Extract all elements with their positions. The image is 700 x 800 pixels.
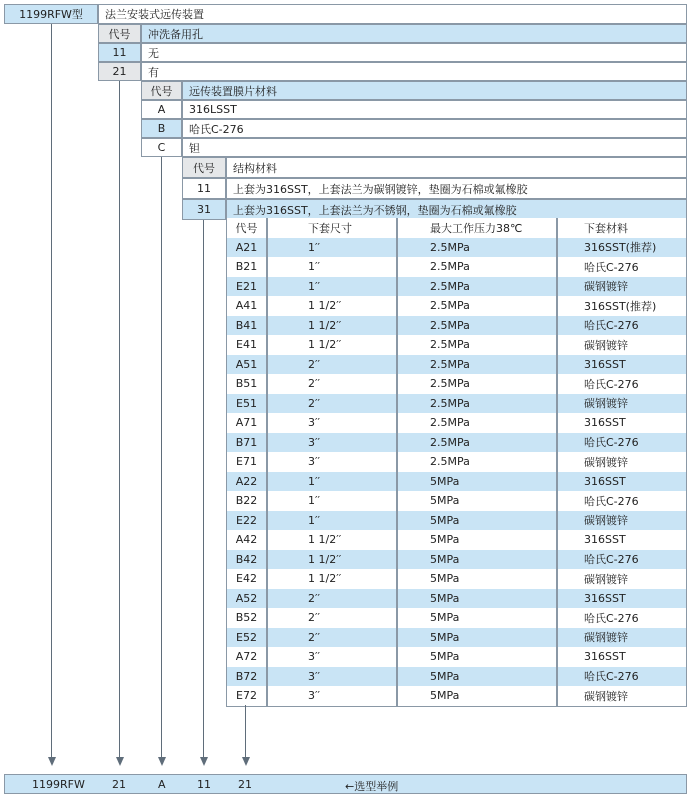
table-cell-lower-size: 1′′ — [267, 491, 397, 512]
table-cell-max-pressure: 2.5MPa — [397, 316, 557, 337]
connector-line-structure — [203, 220, 204, 758]
header-title — [98, 4, 687, 24]
table-cell-lower-material: 碳钢镀锌 — [557, 511, 687, 532]
flush-desc-11: 无 — [141, 43, 687, 62]
table-cell-lower-size: 1′′ — [267, 277, 397, 298]
table-cell-code: B52 — [226, 608, 267, 629]
table-cell-lower-material: 碳钢镀锌 — [557, 452, 687, 473]
table-cell-max-pressure: 5MPa — [397, 628, 557, 649]
table-cell-lower-material: 哈氏C-276 — [557, 491, 687, 512]
table-cell-code: E72 — [226, 686, 267, 707]
table-cell-max-pressure: 2.5MPa — [397, 374, 557, 395]
table-cell-lower-material: 哈氏C-276 — [557, 257, 687, 278]
table-cell-max-pressure: 2.5MPa — [397, 452, 557, 473]
table-cell-lower-material: 哈氏C-276 — [557, 550, 687, 571]
table-cell-lower-material: 哈氏C-276 — [557, 316, 687, 337]
membrane-title: 远传装置膜片材料 — [182, 81, 687, 100]
table-cell-lower-material: 316SST — [557, 413, 687, 434]
table-cell-code: A22 — [226, 472, 267, 493]
membrane-desc-b: 哈氏C-276 — [182, 119, 687, 138]
table-header-code: 代号 — [226, 218, 267, 239]
table-cell-max-pressure: 5MPa — [397, 550, 557, 571]
table-cell-lower-size: 1 1/2′′ — [267, 530, 397, 551]
table-cell-lower-size: 3′′ — [267, 452, 397, 473]
table-cell-code: A21 — [226, 238, 267, 259]
table-cell-lower-size: 1 1/2′′ — [267, 569, 397, 590]
table-cell-lower-size: 1 1/2′′ — [267, 335, 397, 356]
table-cell-max-pressure: 5MPa — [397, 647, 557, 668]
table-cell-max-pressure: 2.5MPa — [397, 413, 557, 434]
example-model: 1199RFW — [32, 778, 85, 791]
flush-code-11: 11 — [98, 43, 141, 62]
table-cell-code: A41 — [226, 296, 267, 317]
arrow-down-icon — [48, 757, 56, 766]
table-cell-lower-size: 2′′ — [267, 608, 397, 629]
connector-line-lower — [245, 705, 246, 758]
structure-desc-31: 上套为316SST，上套法兰为不锈钢，垫圈为石棉或氟橡胶 — [226, 199, 687, 220]
table-cell-max-pressure: 5MPa — [397, 530, 557, 551]
table-cell-code: A71 — [226, 413, 267, 434]
table-cell-lower-material: 哈氏C-276 — [557, 667, 687, 688]
membrane-desc-c: 钽 — [182, 138, 687, 157]
table-cell-code: B21 — [226, 257, 267, 278]
flush-desc-21: 有 — [141, 62, 687, 81]
table-cell-lower-size: 3′′ — [267, 686, 397, 707]
table-cell-code: B22 — [226, 491, 267, 512]
table-cell-code: E71 — [226, 452, 267, 473]
table-cell-lower-size: 1 1/2′′ — [267, 296, 397, 317]
table-cell-lower-material: 316SST(推荐) — [557, 238, 687, 259]
model-header — [4, 4, 98, 24]
table-cell-lower-size: 2′′ — [267, 628, 397, 649]
table-cell-max-pressure: 2.5MPa — [397, 238, 557, 259]
table-cell-code: E52 — [226, 628, 267, 649]
table-cell-code: A51 — [226, 355, 267, 376]
table-cell-code: E41 — [226, 335, 267, 356]
table-header-max-pressure: 最大工作压力38℃ — [397, 218, 557, 239]
table-cell-lower-size: 1 1/2′′ — [267, 550, 397, 571]
table-cell-max-pressure: 2.5MPa — [397, 335, 557, 356]
flush-code-label: 代号 — [98, 24, 141, 43]
membrane-code-a: A — [141, 100, 182, 119]
table-cell-lower-material: 316SST — [557, 647, 687, 668]
table-cell-lower-material: 哈氏C-276 — [557, 374, 687, 395]
table-cell-max-pressure: 5MPa — [397, 491, 557, 512]
table-cell-max-pressure: 5MPa — [397, 569, 557, 590]
table-cell-lower-size: 3′′ — [267, 433, 397, 454]
flush-title: 冲洗备用孔 — [141, 24, 687, 43]
table-cell-lower-material: 碳钢镀锌 — [557, 335, 687, 356]
example-note: ←选型举例 — [345, 780, 399, 793]
example-lower-code: 21 — [238, 778, 252, 791]
structure-code-11: 11 — [182, 178, 226, 199]
table-cell-lower-material: 316SST(推荐) — [557, 296, 687, 317]
table-cell-max-pressure: 2.5MPa — [397, 296, 557, 317]
example-structure-code: 11 — [197, 778, 211, 791]
structure-desc-11: 上套为316SST，上套法兰为碳钢镀锌，垫圈为石棉或氟橡胶 — [226, 178, 687, 199]
example-membrane-code: A — [158, 778, 166, 791]
table-cell-code: B42 — [226, 550, 267, 571]
table-cell-lower-material: 碳钢镀锌 — [557, 394, 687, 415]
table-cell-lower-material: 316SST — [557, 355, 687, 376]
arrow-down-icon — [200, 757, 208, 766]
table-cell-lower-material: 哈氏C-276 — [557, 433, 687, 454]
table-cell-lower-size: 1 1/2′′ — [267, 316, 397, 337]
arrow-down-icon — [116, 757, 124, 766]
table-cell-code: B51 — [226, 374, 267, 395]
table-cell-max-pressure: 2.5MPa — [397, 394, 557, 415]
table-cell-max-pressure: 5MPa — [397, 686, 557, 707]
membrane-desc-a: 316LSST — [182, 100, 687, 119]
table-cell-lower-material: 碳钢镀锌 — [557, 686, 687, 707]
table-cell-lower-size: 2′′ — [267, 394, 397, 415]
table-cell-code: E22 — [226, 511, 267, 532]
table-cell-code: A72 — [226, 647, 267, 668]
table-cell-max-pressure: 5MPa — [397, 667, 557, 688]
connector-line-membrane — [161, 157, 162, 758]
table-cell-lower-material: 哈氏C-276 — [557, 608, 687, 629]
table-cell-code: A52 — [226, 589, 267, 610]
table-cell-lower-size: 3′′ — [267, 413, 397, 434]
table-cell-lower-size: 2′′ — [267, 374, 397, 395]
connector-line-model — [51, 24, 52, 758]
structure-code-label: 代号 — [182, 157, 226, 178]
table-cell-lower-size: 1′′ — [267, 238, 397, 259]
table-cell-lower-material: 316SST — [557, 472, 687, 493]
flush-code-21: 21 — [98, 62, 141, 81]
table-cell-max-pressure: 2.5MPa — [397, 433, 557, 454]
table-cell-max-pressure: 2.5MPa — [397, 277, 557, 298]
table-cell-code: B72 — [226, 667, 267, 688]
example-flush-code: 21 — [112, 778, 126, 791]
table-cell-lower-material: 316SST — [557, 589, 687, 610]
model-label: 1199RFW型 — [19, 8, 83, 21]
table-cell-lower-material: 316SST — [557, 530, 687, 551]
arrow-down-icon — [242, 757, 250, 766]
table-header-lower-material: 下套材料 — [557, 218, 687, 239]
table-cell-lower-material: 碳钢镀锌 — [557, 628, 687, 649]
arrow-down-icon — [158, 757, 166, 766]
table-cell-code: B41 — [226, 316, 267, 337]
table-cell-max-pressure: 5MPa — [397, 589, 557, 610]
table-cell-code: A42 — [226, 530, 267, 551]
table-cell-lower-size: 2′′ — [267, 589, 397, 610]
table-cell-code: E42 — [226, 569, 267, 590]
table-cell-max-pressure: 5MPa — [397, 472, 557, 493]
table-cell-lower-size: 3′′ — [267, 667, 397, 688]
table-cell-lower-size: 2′′ — [267, 355, 397, 376]
table-cell-max-pressure: 5MPa — [397, 608, 557, 629]
table-cell-max-pressure: 2.5MPa — [397, 257, 557, 278]
header-title-text: 法兰安装式远传装置 — [105, 8, 204, 21]
table-cell-max-pressure: 2.5MPa — [397, 355, 557, 376]
table-cell-lower-material: 碳钢镀锌 — [557, 277, 687, 298]
table-cell-code: B71 — [226, 433, 267, 454]
structure-code-31: 31 — [182, 199, 226, 220]
membrane-code-c: C — [141, 138, 182, 157]
table-cell-lower-material: 碳钢镀锌 — [557, 569, 687, 590]
table-cell-lower-size: 1′′ — [267, 472, 397, 493]
membrane-code-b: B — [141, 119, 182, 138]
table-cell-code: E21 — [226, 277, 267, 298]
connector-line-flush — [119, 81, 120, 758]
table-cell-code: E51 — [226, 394, 267, 415]
table-cell-lower-size: 1′′ — [267, 257, 397, 278]
membrane-code-label: 代号 — [141, 81, 182, 100]
table-cell-max-pressure: 5MPa — [397, 511, 557, 532]
structure-title: 结构材料 — [226, 157, 687, 178]
table-cell-lower-size: 3′′ — [267, 647, 397, 668]
table-cell-lower-size: 1′′ — [267, 511, 397, 532]
table-header-lower-size: 下套尺寸 — [267, 218, 397, 239]
